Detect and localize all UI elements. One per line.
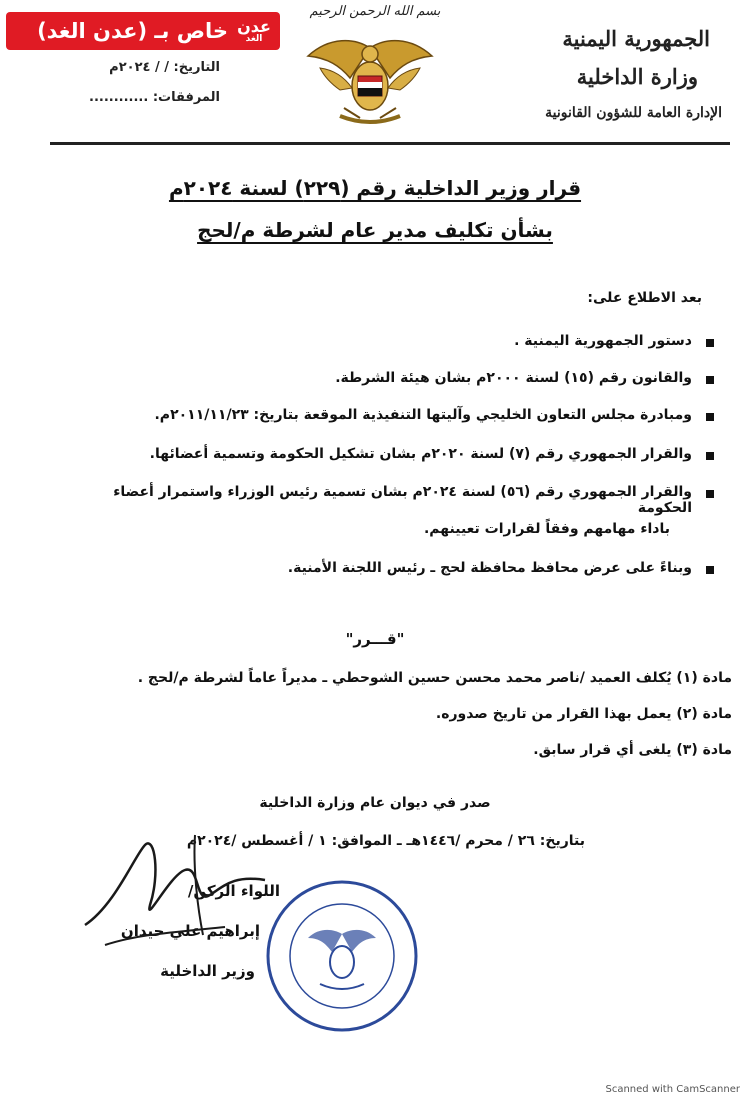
logo-line2: الغد xyxy=(245,33,263,44)
eagle-emblem-icon xyxy=(300,28,440,133)
list-item-text: دستور الجمهورية اليمنية . xyxy=(514,333,692,349)
ministry-seal xyxy=(262,876,422,1036)
list-item-text: ومبادرة مجلس التعاون الخليجي وآليتها التنفيذية الموقعة بتاريخ: ٢٠١١/١١/٢٣م. xyxy=(154,407,692,423)
article-1: مادة (١) يُكلف العميد /ناصر محمد محسن حسين الشوحطي ـ مديراً عاماً لشرطة م/لحج . xyxy=(137,670,732,686)
aden-alghad-logo xyxy=(234,14,274,48)
list-item xyxy=(134,333,714,349)
list-item xyxy=(134,560,714,576)
attachments-label: المرفقات: ............ xyxy=(89,90,220,105)
bullet-icon xyxy=(706,413,714,421)
signatory-name: إبراهيم علي حيدان xyxy=(120,922,260,940)
list-item-text: والقرار الجمهوري رقم (٥٦) لسنة ٢٠٢٤م بشان تسمية رئيس الوزراء واستمرار أعضاء الحكومة xyxy=(113,484,692,516)
bullet-icon xyxy=(706,339,714,347)
decided-heading: "قـــرر" xyxy=(345,630,405,648)
list-item xyxy=(134,407,714,423)
issue-date: بتاريخ: ٢٦ / محرم /١٤٤٦هـ ـ الموافق: ١ / أغسطس /٢٠٢٤م xyxy=(186,833,585,849)
list-item xyxy=(134,370,714,386)
intro-text: بعد الاطلاع على: xyxy=(587,290,702,306)
list-item-text: وبناءً على عرض محافظ محافظة لحج ـ رئيس اللجنة الأمنية. xyxy=(287,560,692,576)
bullet-icon xyxy=(706,452,714,460)
badge-text: خاص بـ (عدن الغد) xyxy=(37,19,228,43)
signatory-title: وزير الداخلية xyxy=(160,962,255,980)
article-2: مادة (٢) يعمل بهذا القرار من تاريخ صدوره. xyxy=(435,706,732,722)
issued-place: صدر في ديوان عام وزارة الداخلية xyxy=(259,795,491,811)
bullet-icon xyxy=(706,490,714,498)
scanner-watermark: Scanned with CamScanner xyxy=(605,1084,740,1095)
source-badge xyxy=(6,12,280,50)
list-item-text: والقرار الجمهوري رقم (٧) لسنة ٢٠٢٠م بشان تشكيل الحكومة وتسمية أعضائها. xyxy=(149,446,692,462)
decision-title: قرار وزير الداخلية رقم (٢٢٩) لسنة ٢٠٢٤م xyxy=(168,176,582,200)
date-label: التاريخ: / / ٢٠٢٤م xyxy=(109,60,220,75)
article-3: مادة (٣) يلغى أي قرار سابق. xyxy=(533,742,732,758)
list-item xyxy=(134,446,714,462)
header-divider xyxy=(50,142,730,145)
signatory-rank: اللواء الركن/ xyxy=(187,882,280,900)
department-heading: الإدارة العامة للشؤون القانونية xyxy=(545,105,722,121)
handwritten-signature xyxy=(75,815,275,965)
bismillah: بسم الله الرحمن الرحيم xyxy=(309,4,441,19)
republic-heading: الجمهورية اليمنية xyxy=(562,26,710,51)
list-item-text: والقانون رقم (١٥) لسنة ٢٠٠٠م بشان هيئة الشرطة. xyxy=(335,370,692,386)
logo-line1: عدن xyxy=(237,16,271,36)
decision-subject: بشأن تكليف مدير عام لشرطة م/لحج xyxy=(197,218,553,242)
ministry-heading: وزارة الداخلية xyxy=(576,64,698,89)
bullet-icon xyxy=(706,376,714,384)
list-item xyxy=(94,484,714,516)
bullet-icon xyxy=(706,566,714,574)
list-item-continuation: باداء مهامهم وفقاً لقرارات تعيينهم. xyxy=(423,521,670,537)
